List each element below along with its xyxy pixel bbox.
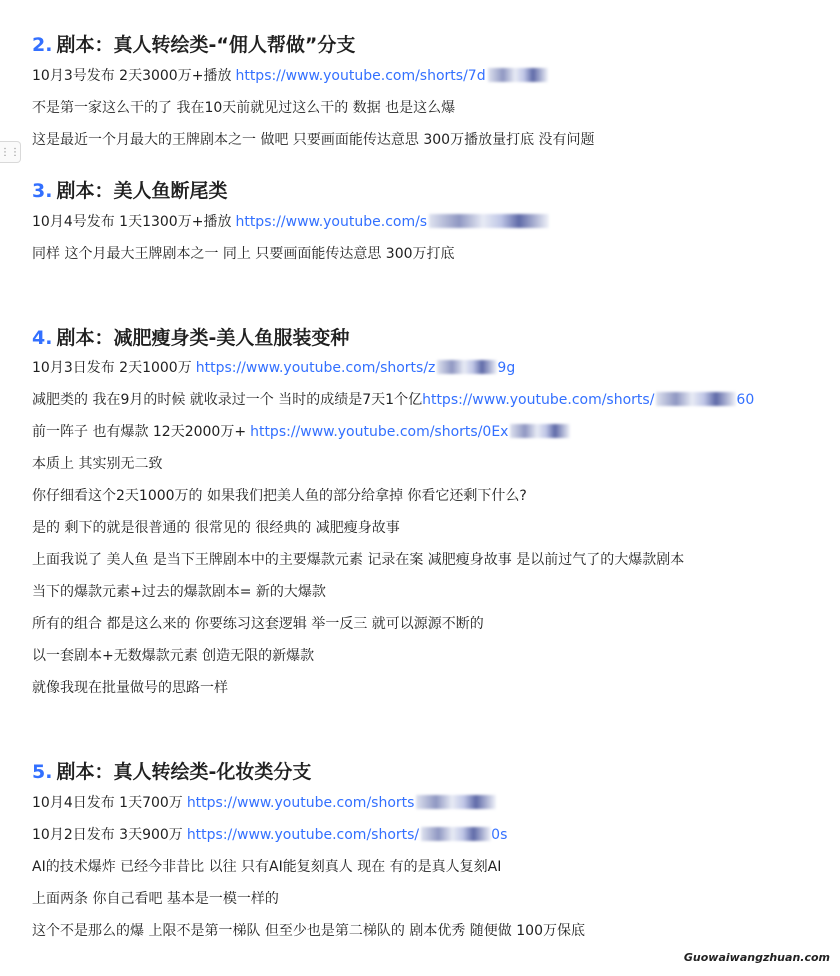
paragraph: 同样 这个月最大王牌剧本之一 同上 只要画面能传达意思 300万打底 — [32, 246, 455, 262]
paragraph — [32, 793, 496, 813]
redacted-blur — [488, 68, 548, 82]
youtube-link[interactable]: https://www.youtube.com/shorts/z — [195, 360, 436, 376]
youtube-link[interactable]: https://www.youtube.com/shorts/7d — [235, 68, 486, 84]
paragraph — [32, 66, 548, 86]
paragraph: 本质上 其实别无二致 — [32, 456, 163, 472]
redacted-blur — [510, 424, 570, 438]
paragraph — [32, 358, 515, 378]
paragraph: 这个不是那么的爆 上限不是第一梯队 但至少也是第二梯队的 剧本优秀 随便做 100万保底 — [32, 923, 585, 939]
youtube-link[interactable]: https://www.youtube.com/shorts/0Ex — [250, 424, 509, 440]
redacted-blur — [437, 360, 497, 374]
redacted-blur — [656, 392, 736, 406]
paragraph: AI的技术爆炸 已经今非昔比 以往 只有AI能复刻真人 现在 有的是真人复刻AI — [32, 859, 502, 875]
paragraph: 当下的爆款元素+过去的爆款剧本= 新的大爆款 — [32, 584, 326, 600]
link-tail[interactable]: 0s — [491, 827, 508, 843]
section-heading — [32, 30, 355, 57]
section-heading — [32, 176, 227, 203]
paragraph: 这是最近一个月最大的王牌剧本之一 做吧 只要画面能传达意思 300万播放量打底 没有问题 — [32, 132, 595, 148]
redacted-blur — [421, 827, 491, 841]
paragraph — [32, 212, 549, 232]
paragraph — [32, 422, 570, 442]
link-tail[interactable]: 9g — [497, 360, 516, 376]
redacted-blur — [429, 214, 549, 228]
youtube-link[interactable]: https://www.youtube.com/shorts — [186, 795, 415, 811]
paragraph-text: 10月3号发布 2天3000万+播放 — [32, 68, 232, 84]
youtube-link[interactable]: https://www.youtube.com/s — [235, 214, 428, 230]
paragraph: 上面两条 你自己看吧 基本是一模一样的 — [32, 891, 279, 907]
section-number: 5. — [32, 761, 53, 783]
section-heading — [32, 323, 349, 350]
paragraph-text: 10月3日发布 2天1000万 — [32, 360, 192, 376]
section-number: 2. — [32, 34, 53, 56]
paragraph-text: 10月2日发布 3天900万 — [32, 827, 183, 843]
paragraph: 上面我说了 美人鱼 是当下王牌剧本中的主要爆款元素 记录在案 减肥瘦身故事 是以前过气了的大爆款剧本 — [32, 552, 685, 568]
paragraph-text: 10月4日发布 1天700万 — [32, 795, 183, 811]
paragraph: 不是第一家这么干的了 我在10天前就见过这么干的 数据 也是这么爆 — [32, 100, 456, 116]
section-heading — [32, 757, 311, 784]
redacted-blur — [416, 795, 496, 809]
section-title: 剧本：真人转绘类-“佣人帮做”分支 — [56, 34, 356, 56]
paragraph: 以一套剧本+无数爆款元素 创造无限的新爆款 — [32, 648, 315, 664]
paragraph: 就像我现在批量做号的思路一样 — [32, 680, 228, 696]
paragraph — [32, 390, 754, 410]
youtube-link[interactable]: https://www.youtube.com/shorts/ — [422, 392, 655, 408]
paragraph — [32, 825, 507, 845]
section-title: 剧本：减肥瘦身类-美人鱼服装变种 — [56, 327, 350, 349]
paragraph-text: 10月4号发布 1天1300万+播放 — [32, 214, 232, 230]
section-title: 剧本：美人鱼断尾类 — [56, 180, 228, 202]
paragraph: 是的 剩下的就是很普通的 很常见的 很经典的 减肥瘦身故事 — [32, 520, 400, 536]
link-tail[interactable]: 60 — [736, 392, 755, 408]
section-number: 4. — [32, 327, 53, 349]
paragraph-text: 前一阵子 也有爆款 12天2000万+ — [32, 424, 247, 440]
paragraph: 你仔细看这个2天1000万的 如果我们把美人鱼的部分给拿掉 你看它还剩下什么? — [32, 488, 527, 504]
section-number: 3. — [32, 180, 53, 202]
section-title: 剧本：真人转绘类-化妆类分支 — [56, 761, 312, 783]
youtube-link[interactable]: https://www.youtube.com/shorts/ — [186, 827, 420, 843]
paragraph: 所有的组合 都是这么来的 你要练习这套逻辑 举一反三 就可以源源不断的 — [32, 616, 484, 632]
paragraph-text: 减肥类的 我在9月的时候 就收录过一个 当时的成绩是7天1个亿 — [32, 392, 423, 408]
watermark: Guowaiwangzhuan.com — [683, 951, 830, 964]
block-handle-icon[interactable]: ⋮⋮ — [0, 141, 21, 163]
